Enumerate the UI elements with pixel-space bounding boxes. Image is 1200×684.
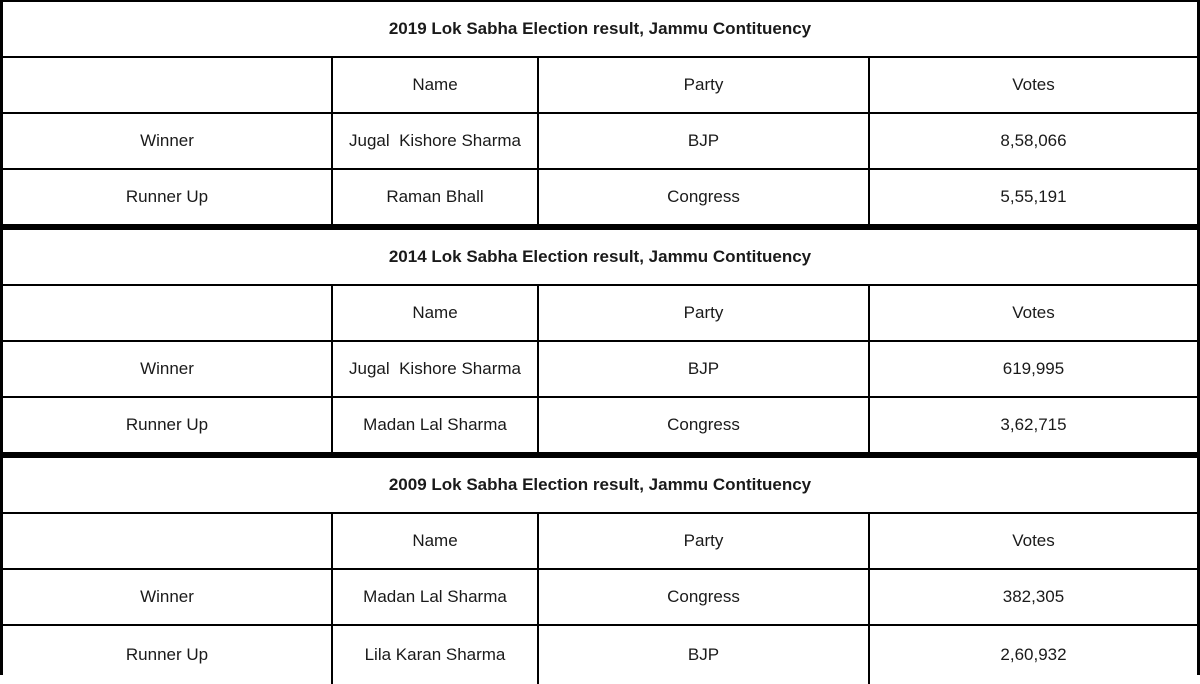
name-cell: Jugal Kishore Sharma [333, 342, 539, 396]
role-cell: Runner Up [3, 170, 333, 224]
party-cell: Congress [539, 398, 870, 452]
name-cell: Raman Bhall [333, 170, 539, 224]
table-title: 2014 Lok Sabha Election result, Jammu Contituency [3, 230, 1197, 286]
name-cell: Madan Lal Sharma [333, 570, 539, 624]
name-cell: Lila Karan Sharma [333, 626, 539, 684]
header-votes-cell: Votes [1012, 303, 1055, 322]
table-row [3, 626, 1197, 684]
table-row [3, 342, 1197, 398]
table-row [3, 570, 1197, 626]
results-block-2009 [3, 454, 1197, 684]
header-name-cell: Name [333, 514, 539, 568]
header-votes-cell: Votes [1012, 75, 1055, 94]
header-party-cell: Party [539, 514, 870, 568]
party-cell: Congress [539, 170, 870, 224]
header-party-cell: Party [539, 58, 870, 112]
table-row [3, 398, 1197, 454]
votes-cell: 382,305 [1002, 587, 1065, 606]
header-name-cell: Name [333, 286, 539, 340]
table-title: 2009 Lok Sabha Election result, Jammu Contituency [3, 458, 1197, 514]
header-name-cell: Name [333, 58, 539, 112]
results-block-2014 [3, 226, 1197, 454]
party-cell: BJP [539, 342, 870, 396]
header-role-cell [3, 58, 333, 112]
header-row [3, 286, 1197, 342]
votes-cell: 2,60,932 [1000, 645, 1067, 664]
party-cell: BJP [539, 626, 870, 684]
votes-cell: 619,995 [1002, 359, 1065, 378]
role-cell: Winner [3, 570, 333, 624]
results-block-2019 [3, 2, 1197, 226]
role-cell: Winner [3, 114, 333, 168]
name-cell: Madan Lal Sharma [333, 398, 539, 452]
header-party-cell: Party [539, 286, 870, 340]
party-cell: Congress [539, 570, 870, 624]
header-row [3, 58, 1197, 114]
party-cell: BJP [539, 114, 870, 168]
header-role-cell [3, 514, 333, 568]
header-votes-cell: Votes [1012, 531, 1055, 550]
name-cell: Jugal Kishore Sharma [333, 114, 539, 168]
table-row [3, 170, 1197, 226]
role-cell: Runner Up [3, 626, 333, 684]
table-row [3, 114, 1197, 170]
table-title: 2019 Lok Sabha Election result, Jammu Contituency [3, 2, 1197, 58]
role-cell: Runner Up [3, 398, 333, 452]
votes-cell: 5,55,191 [1000, 187, 1067, 206]
votes-cell: 8,58,066 [1000, 131, 1067, 150]
role-cell: Winner [3, 342, 333, 396]
header-role-cell [3, 286, 333, 340]
header-row [3, 514, 1197, 570]
votes-cell: 3,62,715 [1000, 415, 1067, 434]
